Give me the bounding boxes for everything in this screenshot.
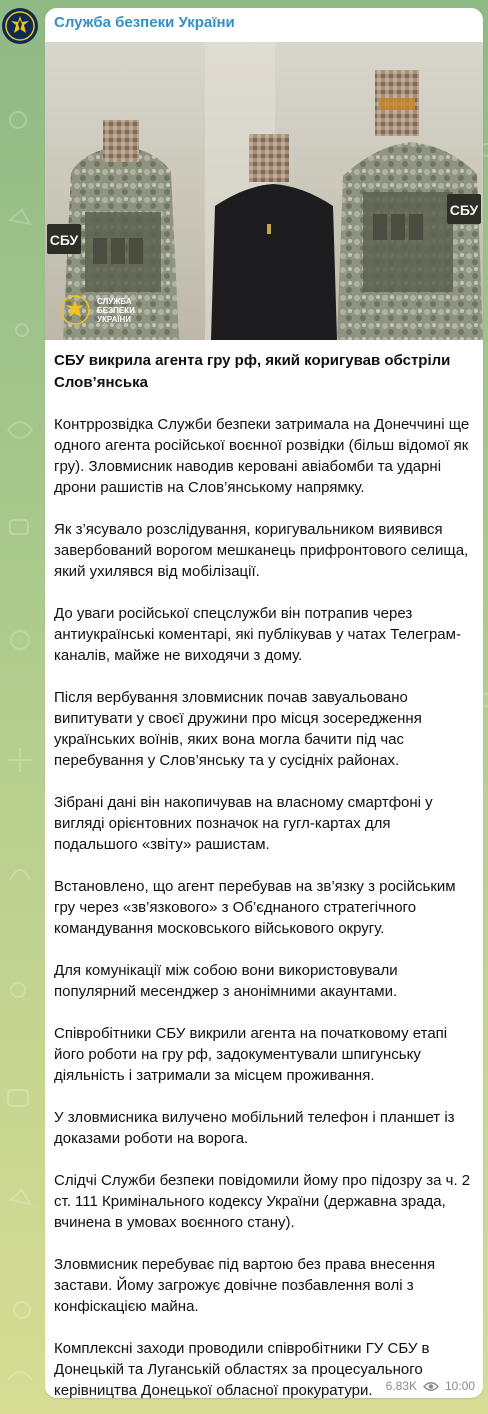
post-paragraph: До уваги російської спецслужби він потрапив через антиукраїнські коментарі, які публікував у чатах Телеграм-каналів, майже не виходячи з дому.: [54, 605, 461, 664]
sbu-patch-right: СБУ: [449, 202, 479, 218]
post-paragraph: Комплексні заходи проводили співробітники ГУ СБУ в Донецькій та Луганській областях за процесуального керівництва Донецької обласної прокуратури.: [54, 1340, 430, 1398]
post-paragraph: Після вербування зловмисник почав завуальовано випитувати у своєї дружини про місця зосередження українських воїнів, яких вона могла бачити під час перебування у Слов’янську та у сусідніх районах.: [54, 689, 422, 769]
post-title: СБУ викрила агента гру рф, який коригував обстріли Слов’янська: [54, 352, 451, 391]
message-bubble: [45, 8, 483, 1398]
message-meta: [386, 1379, 475, 1393]
eye-icon: [423, 1381, 439, 1392]
message-photo[interactable]: [45, 42, 483, 340]
post-body: [54, 414, 474, 1398]
channel-name[interactable]: Служба безпеки України: [54, 14, 235, 31]
post-paragraph: Для комунікації між собою вони використовували популярний месенджер з анонімними акаунтами.: [54, 962, 398, 1000]
post-paragraph: Слідчі Служби безпеки повідомили йому про підозру за ч. 2 ст. 111 Кримінального кодексу України (державна зрада, вчинена в умовах воєнного стану).: [54, 1172, 471, 1231]
post-paragraph: Зібрані дані він накопичував на власному смартфоні у вигляді орієнтовних позначок на гугл-картах для подальшого «звіту» рашистам.: [54, 794, 433, 853]
view-count: 6.83K: [385, 1379, 417, 1393]
post-paragraph: Співробітники СБУ викрили агента на початковому етапі його роботи на гру рф, задокументували шпигунську діяльність і затримали за місцем проживання.: [54, 1025, 448, 1084]
watermark-line-2: БЕЗПЕКИ: [97, 306, 135, 315]
message-time: 10:00: [444, 1379, 475, 1393]
watermark-line-1: СЛУЖБА: [97, 297, 132, 306]
post-paragraph: Зловмисник перебуває під вартою без права внесення застави. Йому загрожує довічне позбавлення волі з конфіскацією майна.: [54, 1256, 436, 1315]
sbu-patch-left: СБУ: [49, 232, 79, 248]
post-paragraph: У зловмисника вилучено мобільний телефон і планшет із доказами роботи на ворога.: [54, 1109, 455, 1147]
post-paragraph: Встановлено, що агент перебував на зв’язку з російським гру через «зв’язкового» з Об’єднаного стратегічного командування московського військового округу.: [54, 878, 456, 937]
watermark-line-3: УКРАЇНИ: [97, 315, 132, 324]
photo-content: [45, 42, 483, 340]
sbu-emblem-icon: [2, 8, 38, 44]
post-paragraph: Контррозвідка Служби безпеки затримала на Донеччині ще одного агента російської воєнної розвідки (більш відомої як гру). Зловмисник наводив керовані авіабомби та ударні дрони рашистів на Слов’янському напрямку.: [54, 416, 470, 496]
channel-avatar[interactable]: [2, 8, 38, 44]
post-paragraph: Як з’ясувало розслідування, коригувальником виявився завербований ворогом мешканець прифронтового селища, який ухилявся від мобілізації.: [54, 521, 469, 580]
